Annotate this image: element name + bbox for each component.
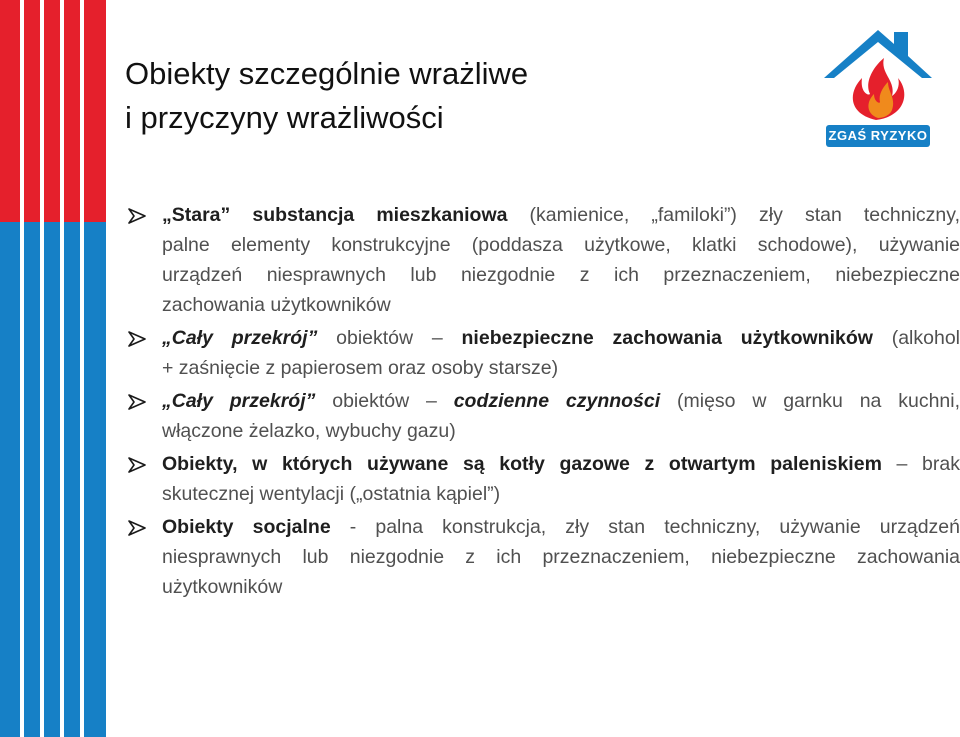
arrow-bullet-icon — [128, 520, 146, 536]
bullet-1-line-3: urządzeń niesprawnych lub niezgodnie z ich przeznaczeniem, niebezpieczne — [162, 264, 960, 286]
list-item — [128, 323, 960, 383]
bullet-3-text-1: obiektów – — [315, 390, 454, 412]
logo-text: ZGAŚ RYZYKO — [826, 125, 930, 147]
bullet-1-text: (kamienice, „familoki”) zły stan techniczny, — [507, 204, 960, 226]
bullet-3-bold-2: codzienne czynności — [453, 390, 661, 412]
bullet-1-line-4: zachowania użytkowników — [162, 294, 391, 316]
bullet-2-text-1: obiektów – — [317, 327, 462, 349]
bullet-5-line-2: niesprawnych lub niezgodnie z ich przeznaczeniem, niebezpieczne zachowania — [162, 546, 960, 568]
side-stripe-blue — [0, 222, 106, 737]
arrow-bullet-icon — [128, 331, 146, 347]
side-stripe — [0, 0, 106, 737]
bullet-4-line-2: skutecznej wentylacji („ostatnia kąpiel”) — [162, 483, 501, 505]
bullet-5-text: - palna konstrukcja, zły stan techniczny, używanie urządzeń — [330, 516, 960, 538]
arrow-bullet-icon — [128, 457, 146, 473]
list-item — [128, 386, 960, 446]
page-title-line-1: Obiekty szczególnie wrażliwe — [125, 56, 529, 91]
page-title — [125, 52, 765, 140]
bullet-list — [128, 200, 960, 602]
bullet-3-bold-1: „Cały przekrój” — [162, 390, 316, 412]
bullet-1-bold: „Stara” substancja mieszkaniowa — [162, 204, 508, 226]
page-title-line-2: i przyczyny wrażliwości — [125, 100, 444, 135]
bullet-5-line-3: użytkowników — [162, 576, 283, 598]
arrow-bullet-icon — [128, 394, 146, 410]
bullet-4-bold: Obiekty, w których używane są kotły gazowe z otwartym paleniskiem — [162, 453, 882, 475]
bullet-1-line-2: palne elementy konstrukcyjne (poddasza użytkowe, klatki schodowe), używanie — [162, 234, 960, 256]
list-item — [128, 449, 960, 509]
bullet-3-line-2: włączone żelazko, wybuchy gazu) — [162, 420, 456, 442]
bullet-3-text-2: (mięso w garnku na kuchni, — [660, 390, 960, 412]
bullet-2-line-2: + zaśnięcie z papierosem oraz osoby starsze) — [162, 357, 559, 379]
bullet-2-bold-2: niebezpieczne zachowania użytkowników — [461, 327, 873, 349]
bullet-2-text-2: (alkohol — [872, 327, 960, 349]
list-item — [128, 512, 960, 602]
list-item — [128, 200, 960, 320]
arrow-bullet-icon — [128, 208, 146, 224]
side-stripe-red — [0, 0, 106, 222]
bullet-5-bold: Obiekty socjalne — [162, 516, 331, 538]
bullet-2-bold-1: „Cały przekrój” — [162, 327, 318, 349]
bullet-4-text: – brak — [881, 453, 960, 475]
